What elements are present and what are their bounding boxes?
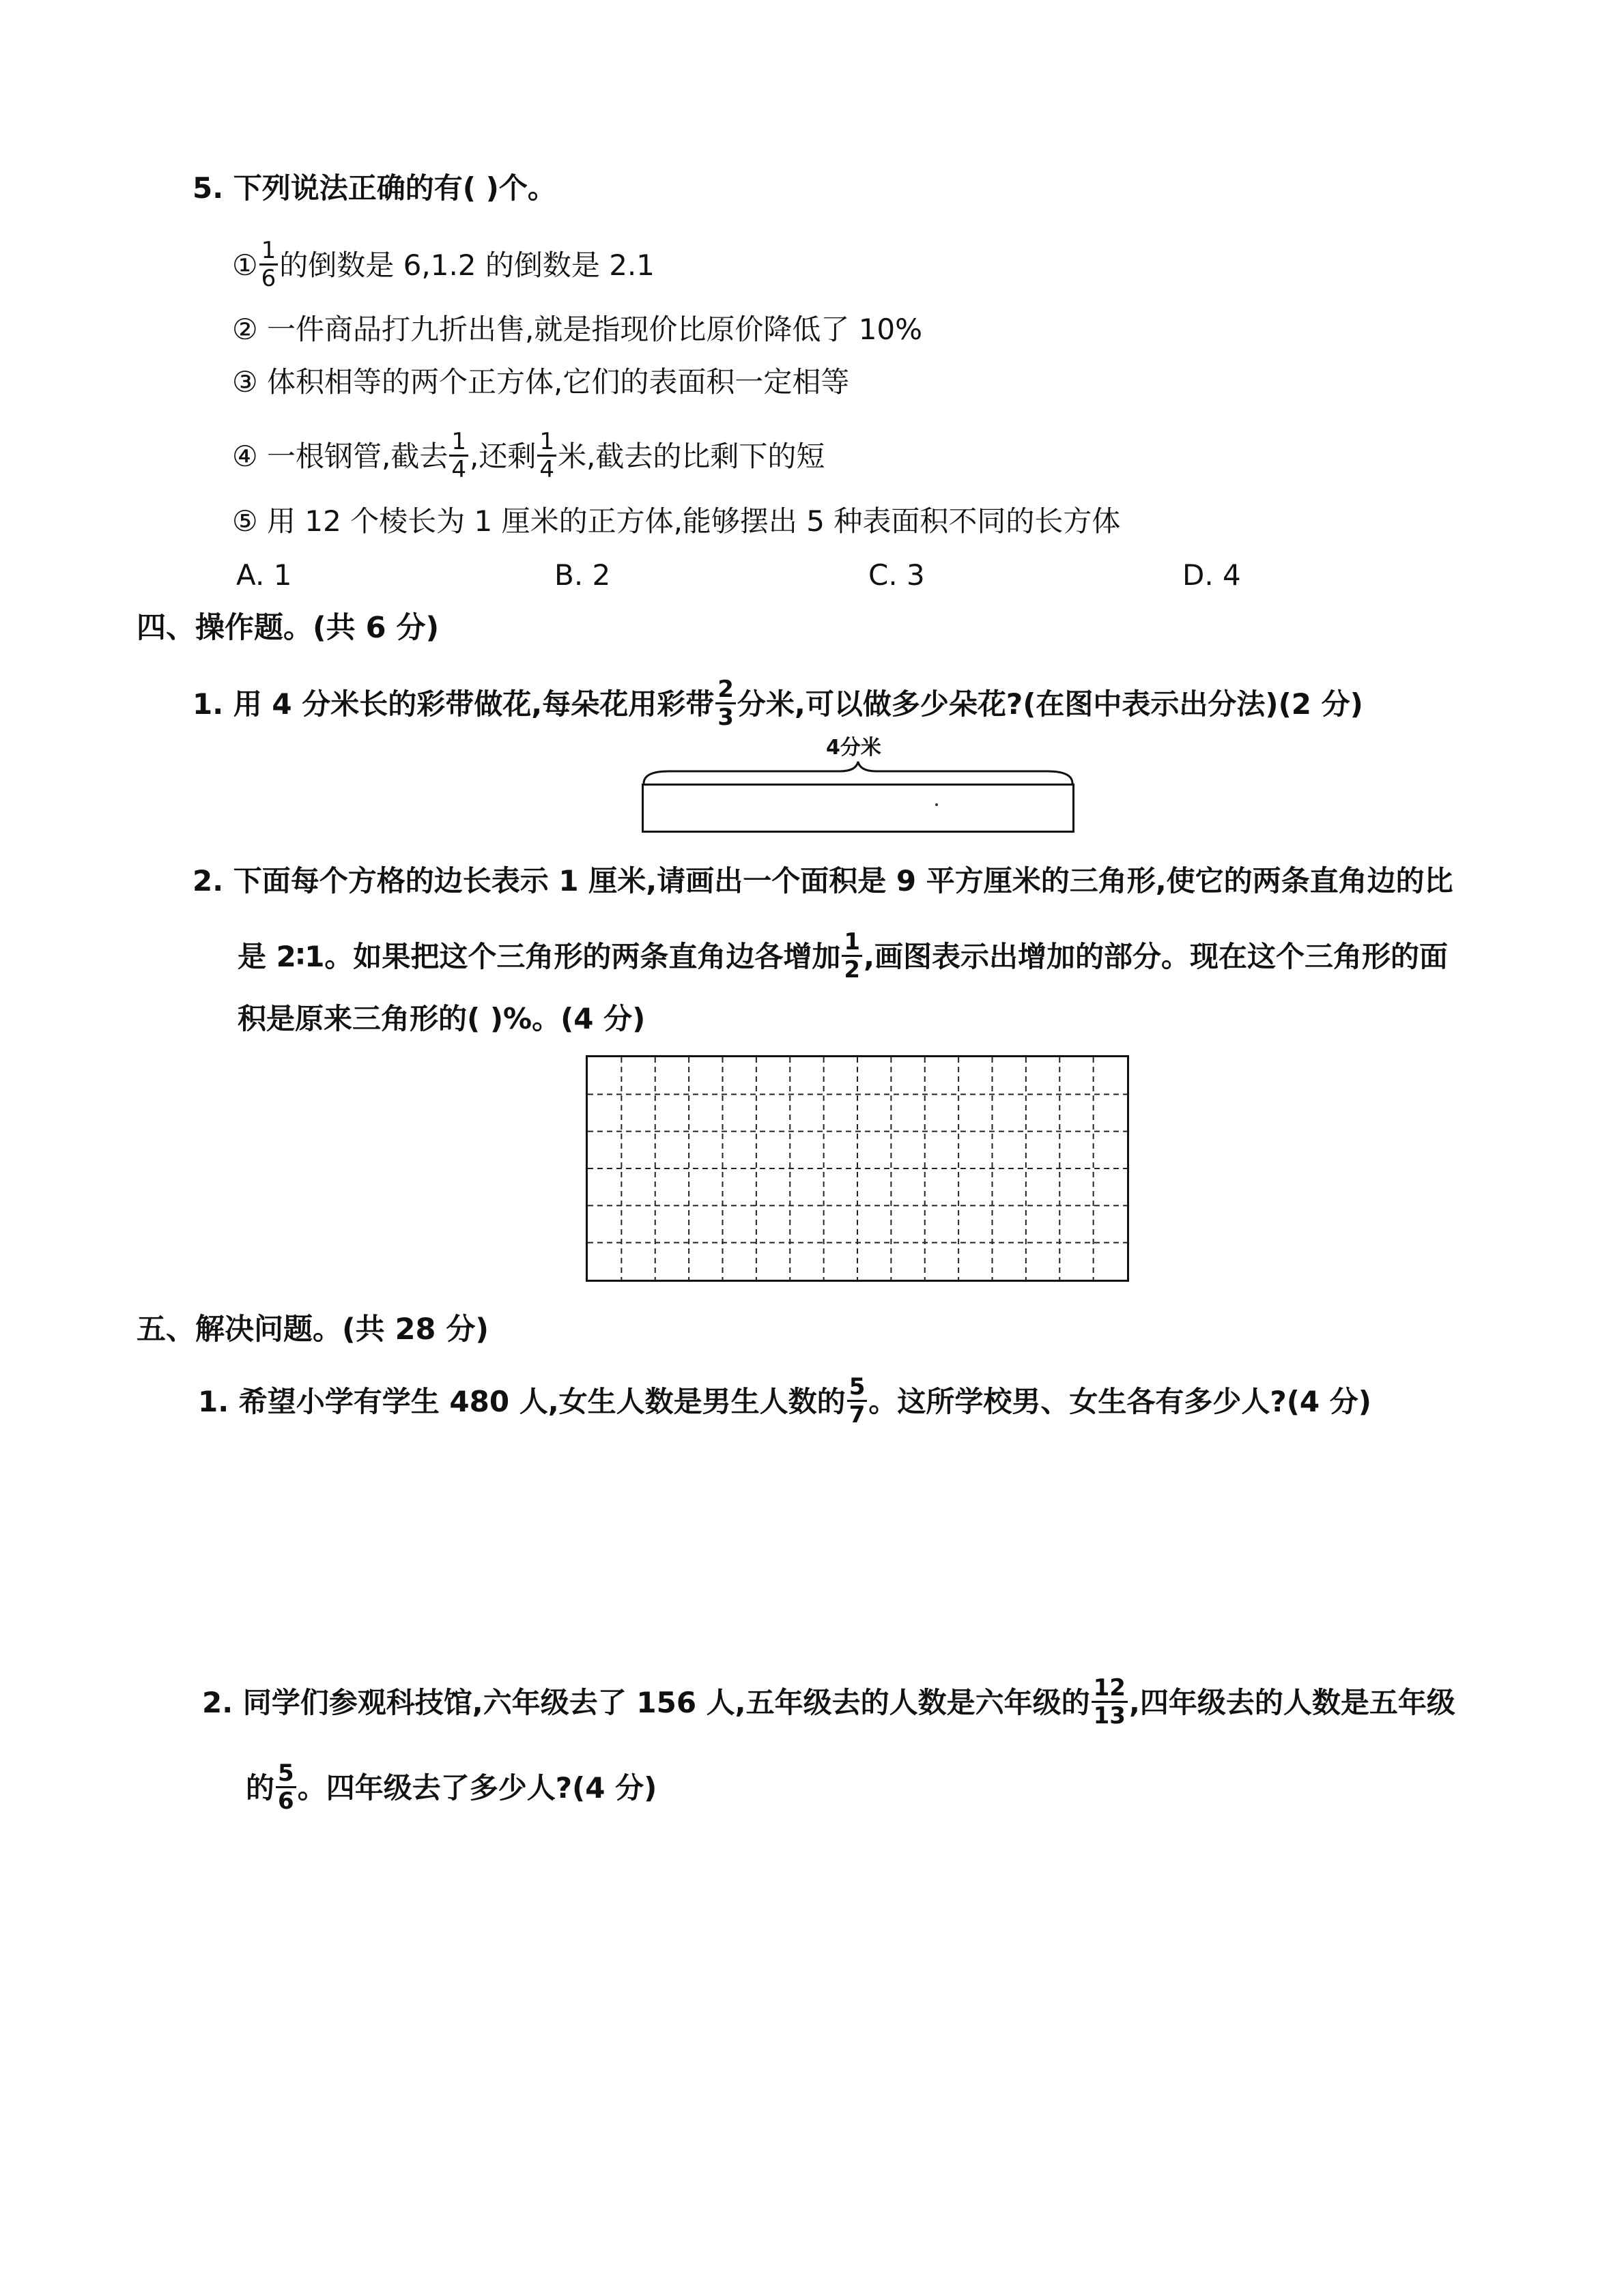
sec5-q2-suffix: ,四年级去的人数是五年级 <box>1128 1686 1455 1719</box>
q5-statement-2: ② 一件商品打九折出售,就是指现价比原价降低了 10% <box>232 313 923 346</box>
sec4-q1 <box>193 676 1363 733</box>
q5-s4-suffix: 米,截去的比剩下的短 <box>558 440 825 473</box>
fraction-denominator: 13 <box>1093 1702 1126 1730</box>
sec5-q2-line2-suffix: 。四年级去了多少人?(4 分) <box>297 1771 657 1805</box>
fraction-1-6 <box>259 238 279 291</box>
fraction-numerator: 2 <box>715 676 736 704</box>
fraction-2-3 <box>715 676 736 730</box>
section-4-title: 四、操作题。(共 6 分) <box>137 611 440 645</box>
fraction-5-7 <box>847 1374 868 1428</box>
sec5-q1-prefix: 1. 希望小学有学生 480 人,女生人数是男生人数的 <box>198 1385 846 1418</box>
sec5-q2-line2 <box>246 1760 657 1817</box>
fraction-numerator: 1 <box>842 929 862 957</box>
fraction-denominator: 4 <box>539 456 554 483</box>
sec5-q2-line1 <box>202 1674 1455 1732</box>
choice-a[interactable]: A. 1 <box>236 558 292 592</box>
fraction-numerator: 1 <box>537 429 556 457</box>
fraction-numerator: 1 <box>449 429 468 457</box>
q5-statement-4 <box>232 428 825 485</box>
fraction-denominator: 6 <box>278 1788 294 1815</box>
q5-s1-suffix: 的倒数是 6,1.2 的倒数是 2.1 <box>279 248 655 282</box>
ribbon-bar[interactable] <box>642 784 1074 833</box>
q5-s4-prefix: ④ 一根钢管,截去 <box>232 440 448 473</box>
q5-stem: 5. 下列说法正确的有( )个。 <box>193 171 556 205</box>
fraction-numerator: 12 <box>1092 1675 1128 1703</box>
fraction-denominator: 3 <box>717 704 734 731</box>
section-5-title: 五、解决问题。(共 28 分) <box>137 1312 489 1347</box>
sec5-q2-prefix: 2. 同学们参观科技馆,六年级去了 156 人,五年级去的人数是六年级的 <box>202 1686 1090 1719</box>
q5-statement-3: ③ 体积相等的两个正方体,它们的表面积一定相等 <box>232 365 850 399</box>
fraction-12-13 <box>1092 1675 1128 1729</box>
sec5-q1 <box>198 1373 1371 1431</box>
choice-d[interactable]: D. 4 <box>1182 558 1241 592</box>
sec5-q1-suffix: 。这所学校男、女生各有多少人?(4 分) <box>868 1385 1371 1418</box>
q5-s4-mid: ,还剩 <box>470 440 537 473</box>
sec4-q2-line3: 积是原来三角形的( )%。(4 分) <box>238 1002 646 1035</box>
grid-lines <box>588 1057 1127 1280</box>
sec4-q2-line1: 2. 下面每个方格的边长表示 1 厘米,请画出一个面积是 9 平方厘米的三角形,使它的两条直角边的比 <box>193 864 1453 898</box>
choice-c[interactable]: C. 3 <box>868 558 925 592</box>
fraction-1-4-a <box>449 429 468 483</box>
ribbon-brace <box>642 759 1074 786</box>
sec4-q2-line2-suffix: ,画图表示出增加的部分。现在这个三角形的面 <box>864 940 1449 973</box>
ribbon-length-label: 4分米 <box>826 736 881 760</box>
fraction-denominator: 2 <box>844 956 861 984</box>
sec4-q2-line2 <box>238 928 1449 986</box>
choice-b[interactable]: B. 2 <box>554 558 611 592</box>
fraction-denominator: 7 <box>849 1401 866 1429</box>
ribbon-speck <box>935 803 938 806</box>
sec5-q2-line2-prefix: 的 <box>246 1771 275 1805</box>
sec4-q1-suffix: 分米,可以做多少朵花?(在图中表示出分法)(2 分) <box>737 687 1363 721</box>
fraction-1-2 <box>842 929 862 983</box>
fraction-numerator: 5 <box>276 1760 296 1788</box>
q5-s1-prefix: ① <box>232 248 258 282</box>
fraction-5-6 <box>276 1760 296 1814</box>
sec4-q2-line2-prefix: 是 2∶1。如果把这个三角形的两条直角边各增加 <box>238 940 841 973</box>
fraction-numerator: 5 <box>847 1374 868 1402</box>
sec4-q1-prefix: 1. 用 4 分米长的彩带做花,每朵花用彩带 <box>193 687 715 721</box>
fraction-denominator: 6 <box>261 265 276 292</box>
fraction-1-4-b <box>537 429 556 483</box>
fraction-numerator: 1 <box>259 238 279 266</box>
q5-statement-1 <box>232 237 655 294</box>
square-grid[interactable] <box>586 1055 1129 1282</box>
q5-statement-5: ⑤ 用 12 个棱长为 1 厘米的正方体,能够摆出 5 种表面积不同的长方体 <box>232 504 1121 538</box>
fraction-denominator: 4 <box>451 456 466 483</box>
